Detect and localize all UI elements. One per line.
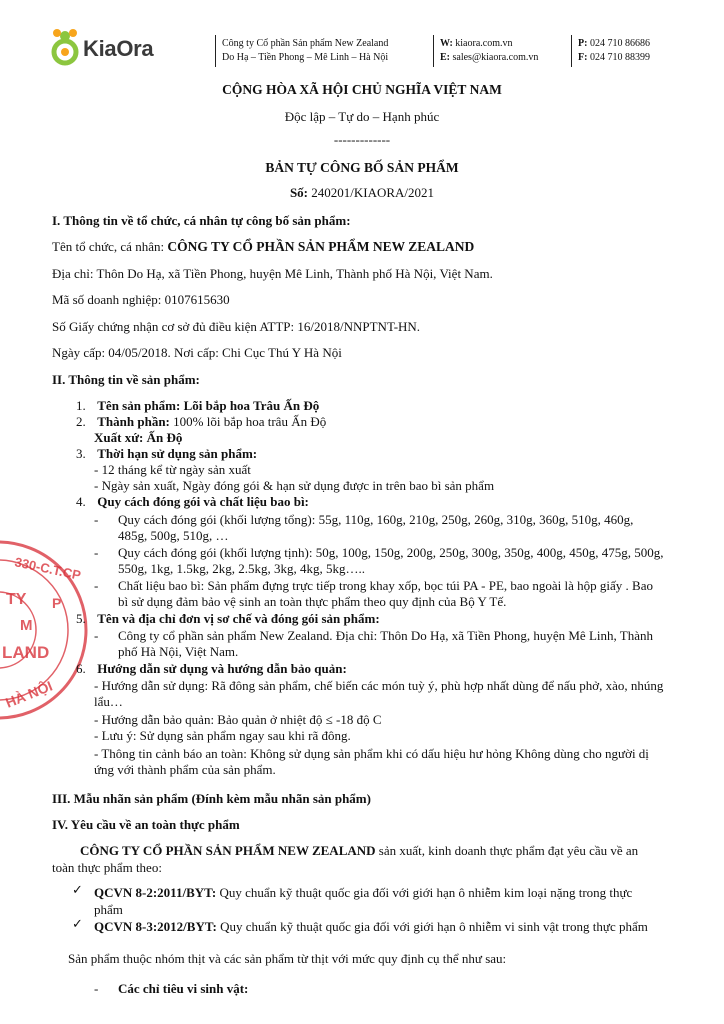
shelf-life-line: - Ngày sản xuất, Ngày đóng gói & hạn sử dụng được in trên bao bì sản phẩm (94, 478, 495, 493)
section-4-heading: IV. Yêu cầu về an toàn thực phẩm (52, 817, 240, 832)
org-name-value: CÔNG TY CỔ PHẦN SẢN PHẨM NEW ZEALAND (167, 239, 475, 254)
section-1-heading: I. Thông tin về tổ chức, cá nhân tự công bố sản phẩm: (52, 213, 351, 228)
ingredient-value: 100% lõi bắp hoa trâu Ấn Độ (173, 414, 327, 429)
fax-value: 024 710 88399 (589, 52, 650, 63)
microbiology-item: - Các chỉ tiêu vi sinh vật: (94, 981, 249, 996)
email-label: E: (440, 52, 450, 63)
note-line: - Lưu ý: Sử dụng sản phẩm ngay sau khi rã đông. (94, 728, 351, 743)
org-issue-info: Ngày cấp: 04/05/2018. Nơi cấp: Chi Cục Thú Y Hà Nội (52, 345, 342, 360)
product-name: Tên sản phẩm: Lõi bắp hoa Trâu Ấn Độ (97, 398, 320, 413)
checkmark-icon: ✓ (72, 917, 83, 932)
packaging-material-line: - Chất liệu bao bì: Sản phẩm đựng trực tiếp trong khay xốp, bọc túi PA - PE, bao ngoài là hộp giấy . Bao (94, 578, 653, 593)
seal-text-bottom: HÀ NỘI (3, 677, 55, 711)
packaging-material-line: bì sử dụng đảm bảo vệ sinh an toàn thực phẩm theo quy định của Bộ Y Tế. (118, 594, 507, 609)
standard-item: QCVN 8-2:2011/BYT: Quy chuẩn kỹ thuật quốc gia đối với giới hạn ô nhiễm kim loại nặng trong thực (94, 885, 633, 900)
org-certificate: Số Giấy chứng nhận cơ sở đủ điều kiện ATTP: 16/2018/NNPTNT-HN. (52, 319, 421, 334)
usage-label: Hướng dẫn sử dụng và hướng dẫn bảo quản: (97, 661, 347, 676)
packaging-gross-line: - Quy cách đóng gói (khối lượng tổng): 55g, 110g, 160g, 210g, 250g, 260g, 310g, 360g, 510g, 460g, (94, 512, 634, 527)
motto-divider: ------------- (333, 132, 391, 147)
section-3-heading: III. Mẫu nhãn sản phẩm (Đính kèm mẫu nhãn sản phẩm) (52, 791, 371, 806)
list-item: 3. Thời hạn sử dụng sản phẩm: (76, 446, 258, 461)
standard-item: QCVN 8-3:2012/BYT: Quy chuẩn kỹ thuật quốc gia đối với giới hạn ô nhiễm vi sinh vật trong thực phẩm (94, 919, 648, 934)
header-divider (215, 35, 216, 67)
packer-address-line: phố Hà Nội, Việt Nam. (118, 644, 239, 659)
list-item: 5. Tên và địa chỉ đơn vị sơ chế và đóng gói sản phẩm: (76, 611, 380, 626)
email-line (440, 51, 538, 65)
national-motto: Độc lập – Tự do – Hạnh phúc (284, 109, 440, 124)
kiaora-logo-icon (46, 27, 84, 67)
website-line (440, 37, 512, 51)
warning-line: - Thông tin cảnh báo an toàn: Không sử dụng sản phẩm khi có dấu hiệu hư hỏng Không dùng cho người dị (94, 746, 649, 761)
packaging-net-line: 550g, 1kg, 1.5kg, 2kg, 2.5kg, 3kg, 4kg, 5kg….. (118, 561, 365, 576)
seal-text-land: LAND (2, 643, 50, 662)
website-label: W: (440, 38, 453, 49)
header-divider (571, 35, 572, 67)
packer-label: Tên và địa chỉ đơn vị sơ chế và đóng gói sản phẩm: (97, 611, 380, 626)
seal-text-p: P (52, 595, 62, 611)
list-item: 2. Thành phần: 100% lõi bắp hoa trâu Ấn Độ (76, 414, 327, 429)
section-2-heading: II. Thông tin về sản phẩm: (52, 372, 200, 387)
org-name-label: Tên tổ chức, cá nhân: (52, 239, 165, 254)
packer-address-line: - Công ty cổ phần sản phẩm New Zealand. Địa chỉ: Thôn Do Hạ, xã Tiền Phong, huyện Mê Linh, Thành (94, 628, 653, 643)
warning-line: ứng với thành phẩm của sản phẩm. (94, 762, 276, 777)
usage-line: - Hướng dẫn sử dụng: Rã đông sản phẩm, chế biến các món tuỳ ý, phù hợp nhất dùng để nấu phở, xào, nhúng (94, 678, 664, 693)
seal-text-top: 330-C.T.CP (13, 554, 83, 583)
document-number-value: 240201/KIAORA/2021 (311, 185, 435, 200)
phone-label: P: (578, 38, 588, 49)
list-item: 6. Hướng dẫn sử dụng và hướng dẫn bảo quản: (76, 661, 347, 676)
seal-text-left: TY (6, 591, 27, 608)
ingredient-label: Thành phần: (97, 414, 170, 429)
microbiology-label: Các chỉ tiêu vi sinh vật: (118, 981, 249, 996)
email-value: sales@kiaora.com.vn (452, 52, 539, 63)
standard-code: QCVN 8-3:2012/BYT: (94, 919, 217, 934)
packaging-gross-line: 485g, 500g, 510g, … (118, 528, 229, 543)
document-number-label: Số: (289, 185, 309, 200)
phone-value: 024 710 86686 (589, 38, 650, 49)
document-title: BẢN TỰ CÔNG BỐ SẢN PHẨM (265, 160, 459, 175)
list-item: 4. Quy cách đóng gói và chất liệu bao bì: (76, 494, 309, 509)
company-address: Do Hạ – Tiền Phong – Mê Linh – Hà Nội (222, 52, 389, 63)
safety-intro-line2: toàn thực phẩm theo: (52, 860, 162, 875)
storage-line: - Hướng dẫn bảo quản: Bảo quản ở nhiệt độ ≤ -18 độ C (94, 712, 382, 727)
product-group-text: Sản phẩm thuộc nhóm thịt và các sản phẩm từ thịt với mức quy định cụ thể như sau: (68, 951, 507, 966)
document-number (0, 185, 724, 201)
seal-text-m: M (20, 617, 33, 634)
safety-intro: CÔNG TY CỔ PHẦN SẢN PHẨM NEW ZEALAND sản xuất, kinh doanh thực phẩm đạt yêu cầu về an (80, 843, 639, 858)
checkmark-icon: ✓ (72, 883, 83, 898)
standard-item-line2: phẩm (94, 902, 123, 917)
org-tax-code: Mã số doanh nghiệp: 0107615630 (52, 292, 230, 307)
shelf-life-line: - 12 tháng kể từ ngày sản xuất (94, 462, 251, 477)
logo-wordmark: KiaOra (83, 36, 154, 61)
safety-intro-company: CÔNG TY CỔ PHẦN SẢN PHẨM NEW ZEALAND (80, 843, 376, 858)
list-item: 1. Tên sản phẩm: Lõi bắp hoa Trâu Ấn Độ (76, 398, 320, 413)
shelf-life-label: Thời hạn sử dụng sản phẩm: (97, 446, 258, 461)
company-name: Công ty Cổ phần Sản phẩm New Zealand (222, 38, 389, 49)
org-name-line (52, 239, 474, 255)
national-title: CỘNG HÒA XÃ HỘI CHỦ NGHĨA VIỆT NAM (222, 82, 502, 97)
product-origin: Xuất xứ: Ấn Độ (94, 430, 183, 445)
packaging-net-line: - Quy cách đóng gói (khối lượng tịnh): 50g, 100g, 150g, 200g, 250g, 300g, 350g, 400g, 450g, 475g, 500g, (94, 545, 664, 560)
fax-line (578, 51, 650, 65)
usage-line: lẩu… (94, 694, 123, 709)
standard-code: QCVN 8-2:2011/BYT: (94, 885, 217, 900)
website-value: kiaora.com.vn (455, 38, 513, 49)
header-divider (433, 35, 434, 67)
org-address: Địa chỉ: Thôn Do Hạ, xã Tiền Phong, huyện Mê Linh, Thành phố Hà Nội, Việt Nam. (52, 266, 493, 281)
fax-label: F: (578, 52, 588, 63)
packaging-label: Quy cách đóng gói và chất liệu bao bì: (97, 494, 309, 509)
phone-line (578, 37, 650, 51)
